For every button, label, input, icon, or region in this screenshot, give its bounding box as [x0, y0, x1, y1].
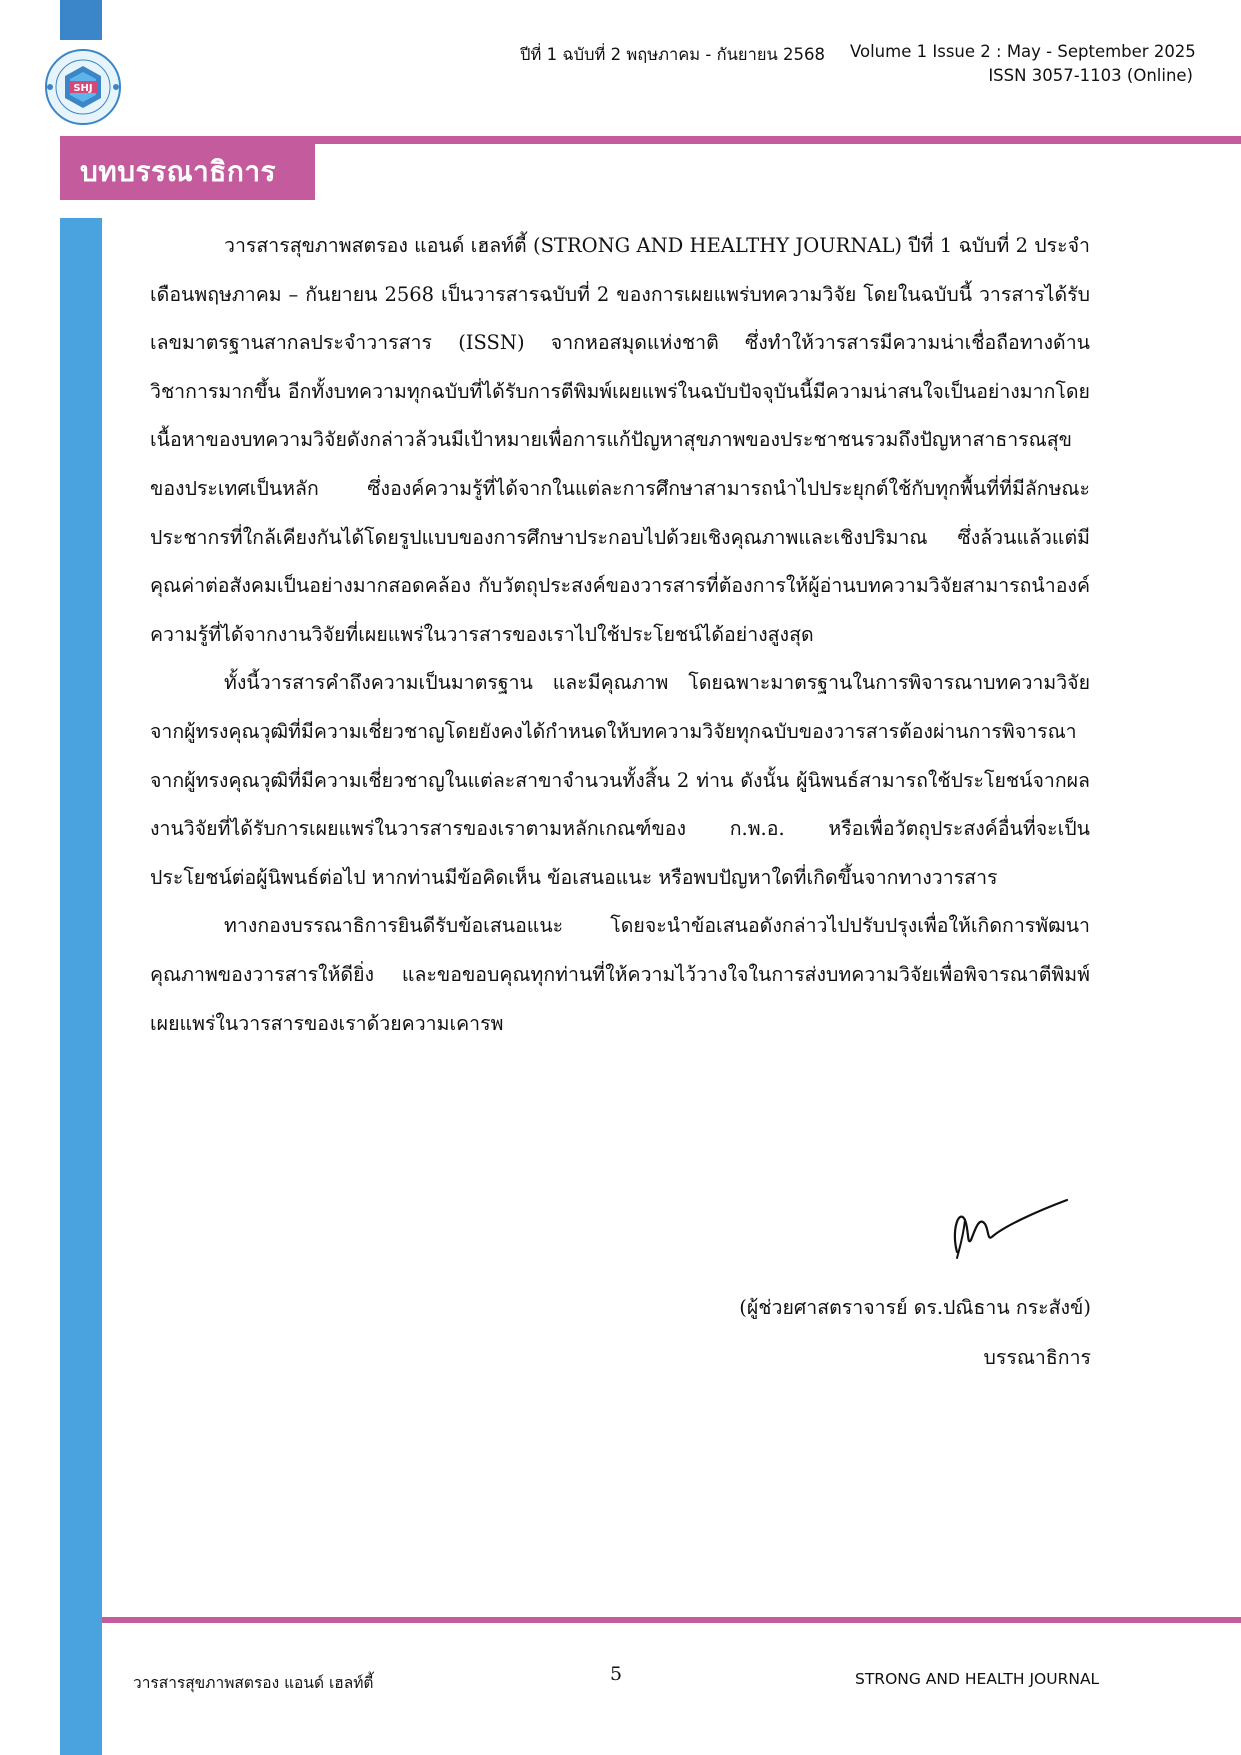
journal-logo-icon [44, 48, 122, 126]
top-blue-bar [60, 0, 102, 40]
paragraph-3: ทางกองบรรณาธิการยินดีรับข้อเสนอแนะ โดยจะนำข้อเสนอดังกล่าวไปปรับปรุงเพื่อให้เกิดการพัฒนาคุณภาพของวารสารให้ดียิ่ง และขอขอบคุณทุกท่านที่ให้ความไว้วางใจในการส่งบทความวิจัยเพื่อพิจารณาตีพิมพ์เผยแพร่ในวารสารของเราด้วยความเคารพ [150, 914, 1090, 1035]
left-blue-bar [60, 218, 102, 1755]
paragraph-2: ทั้งนี้วารสารคำถึงความเป็นมาตรฐาน และมีคุณภาพ โดยฉพาะมาตรฐานในการพิจารณาบทความวิจัยจากผู้ทรงคุณวุฒิที่มีความเชี่ยวชาญโดยยังคงได้กำหนดให้บทความวิจัยทุกฉบับของวารสารต้องผ่านการพิจารณาจากผู้ทรงคุณวุฒิที่มีความเชี่ยวชาญในแต่ละสาขาจำนวนทั้งสิ้น 2 ท่าน ดังนั้น ผู้นิพนธ์สามารถใช้ประโยชน์จากผลงานวิจัยที่ได้รับการเผยแพร่ในวารสารของเราตามหลักเกณฑ์ของ ก.พ.อ. หรือเพื่อวัตถุประสงค์อื่นที่จะเป็นประโยชน์ต่อผู้นิพนธ์ต่อไป หากท่านมีข้อคิดเห็น ข้อเสนอแนะ หรือพบปัญหาใดที่เกิดขึ้นจากทางวารสาร [150, 671, 1090, 889]
logo-text: SHJ [73, 83, 93, 94]
header-issn: ISSN 3057-1103 (Online) [988, 66, 1193, 85]
header-volume-issue: Volume 1 Issue 2 : May - September 2025 [850, 42, 1196, 61]
footer-journal-thai: วารสารสุขภาพสตรอง แอนด์ เฮลท์ตี้ [133, 1674, 374, 1692]
editorial-body [150, 222, 1090, 1048]
signature-icon [945, 1190, 1075, 1270]
signature-name: (ผู้ช่วยศาสตราจารย์ ดร.ปณิธาน กระสังข์) [739, 1296, 1091, 1319]
header-thai-issue: ปีที่ 1 ฉบับที่ 2 พฤษภาคม - กันยายน 2568 [520, 45, 826, 64]
footer-journal-english: STRONG AND HEALTH JOURNAL [855, 1670, 1100, 1688]
signature-role: บรรณาธิการ [983, 1346, 1091, 1369]
paragraph-1: วารสารสุขภาพสตรอง แอนด์ เฮลท์ตี้ (STRONG AND HEALTHY JOURNAL) ปีที่ 1 ฉบับที่ 2 ประจำเดือนพฤษภาคม – กันยายน 2568 เป็นวารสารฉบับที่ 2 ของการเผยแพร่บทความวิจัย โดยในฉบับนี้ วารสารได้รับเลขมาตรฐานสากลประจำวารสาร (ISSN) จากหอสมุดแห่งชาติ ซึ่งทำให้วารสารมีความน่าเชื่อถือทางด้านวิชาการมากขึ้น อีกทั้งบทความทุกฉบับที่ได้รับการตีพิมพ์เผยแพร่ในฉบับปัจจุบันนี้มีความน่าสนใจเป็นอย่างมากโดยเนื้อหาของบทความวิจัยดังกล่าวล้วนมีเป้าหมายเพื่อการแก้ปัญหาสุขภาพของประชาชนรวมถึงปัญหาสาธารณสุขของประเทศเป็นหลัก ซึ่งองค์ความรู้ที่ได้จากในแต่ละการศึกษาสามารถนำไปประยุกต์ใช้กับทุกพื้นที่ที่มีลักษณะประชากรที่ใกล้เคียงกันได้โดยรูปแบบของการศึกษาประกอบไปด้วยเชิงคุณภาพและเชิงปริมาณ ซึ่งล้วนแล้วแต่มีคุณค่าต่อสังคมเป็นอย่างมากสอดคล้อง กับวัตถุประสงค์ของวารสารที่ต้องการให้ผู้อ่านบทความวิจัยสามารถนำองค์ความรู้ที่ได้จากงานวิจัยที่เผยแพร่ในวารสารของเราไปใช้ประโยชน์ได้อย่างสูงสุด [150, 234, 1090, 646]
section-title: บทบรรณาธิการ [60, 143, 315, 200]
page-number: 5 [610, 1663, 623, 1685]
footer-divider [102, 1617, 1241, 1623]
